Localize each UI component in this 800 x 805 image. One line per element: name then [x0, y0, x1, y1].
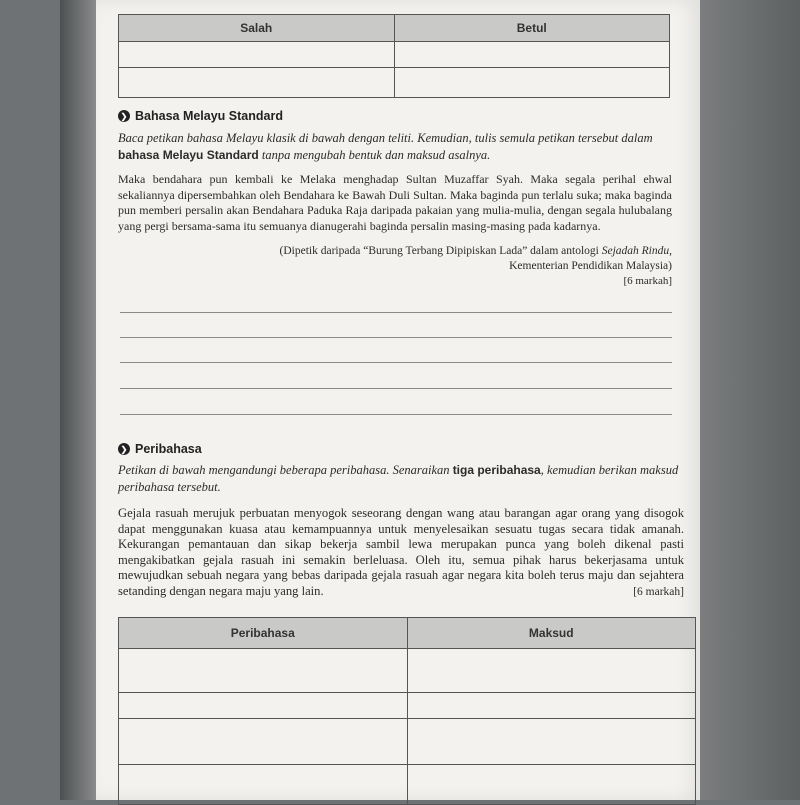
table-row — [119, 42, 670, 68]
answer-line[interactable] — [120, 312, 672, 313]
table-row — [119, 68, 670, 98]
instruction-text: Baca petikan bahasa Melayu klasik di bawah dengan teliti. Kemudian, tulis semula petikan tersebut dalam — [118, 131, 653, 145]
book-spine-shadow — [60, 0, 96, 800]
instruction-text: tanpa mengubah bentuk dan maksud asalnya. — [258, 148, 491, 162]
classical-passage: Maka bendahara pun kembali ke Melaka menghadap Sultan Muzaffar Syah. Maka segala perihal ehwal sekaliannya dipersembahkan oleh Bendahara ke Bawah Duli Sultan. Maka baginda pun terlalu suka; maka baginda pun memberi persalin akan Bendahara Paduka Raja daripada pakaian yang mulia-mulia, dengan segala hulubalang yang pergi bersama-sama itu semuanya dianugerahi baginda persalin masing-masing pada kadarnya. — [118, 172, 672, 233]
marks-label-peribahasa: [6 markah] — [633, 586, 684, 598]
peribahasa-heading — [118, 442, 202, 456]
table-row — [119, 693, 696, 719]
table-row — [119, 719, 696, 765]
peribahasa-answer-cell[interactable] — [119, 649, 408, 693]
table-header-row — [119, 618, 696, 649]
instruction-emphasis: bahasa Melayu Standard — [118, 148, 259, 162]
bahasa-standard-heading — [118, 109, 283, 123]
instruction-text: , kemudian berikan maksud peribahasa tersebut. — [118, 463, 679, 494]
peribahasa-table — [118, 617, 696, 805]
answer-line[interactable] — [120, 337, 672, 338]
table-header-row — [119, 15, 670, 42]
source-prefix: (Dipetik daripada “Burung Terbang Dipipiskan Lada” dalam antologi — [279, 245, 602, 257]
answer-cell-betul[interactable] — [394, 42, 670, 68]
answer-cell-salah[interactable] — [119, 42, 395, 68]
answer-cell-betul[interactable] — [394, 68, 670, 98]
salah-header: Salah — [119, 15, 395, 42]
peribahasa-answer-cell[interactable] — [119, 765, 408, 805]
answer-cell-salah[interactable] — [119, 68, 395, 98]
maksud-answer-cell[interactable] — [407, 765, 696, 805]
peribahasa-header: Peribahasa — [119, 618, 408, 649]
maksud-header: Maksud — [407, 618, 696, 649]
bahasa-standard-title: Bahasa Melayu Standard — [135, 109, 283, 123]
source-suffix: , — [669, 245, 672, 257]
table-row — [119, 649, 696, 693]
maksud-answer-cell[interactable] — [407, 719, 696, 765]
peribahasa-answer-cell[interactable] — [119, 719, 408, 765]
betul-header: Betul — [394, 15, 670, 42]
instruction-emphasis: tiga peribahasa — [452, 463, 541, 477]
maksud-answer-cell[interactable] — [407, 649, 696, 693]
source-book-title: Sejadah Rindu — [601, 245, 670, 257]
marks-label-bahasa: [6 markah] — [623, 275, 672, 287]
passage-source — [118, 244, 672, 274]
peribahasa-title: Peribahasa — [135, 442, 202, 456]
salah-betul-table — [118, 14, 670, 98]
table-row — [119, 765, 696, 805]
answer-line[interactable] — [120, 388, 672, 389]
instruction-text: Petikan di bawah mengandungi beberapa peribahasa. Senaraikan — [118, 463, 453, 477]
peribahasa-passage: Gejala rasuah merujuk perbuatan menyogok seseorang dengan wang atau barangan agar orang yang disogok dapat menggunakan kuasa atau kemampuannya untuk menyelesaikan sesuatu tugas secara tidak amanah. Kekurangan pemantauan dan sikap bekerja sambil lewa merupakan punca yang boleh dikenal pasti mengakibatkan gejala rasuah ini semakin berleluasa. Oleh itu, semua pihak harus bekerjasama untuk mewujudkan sebuah negara yang bebas daripada gejala rasuah agar negara kita boleh terus maju dan sejahtera setanding dengan negara maju yang lain. — [118, 506, 684, 598]
peribahasa-instruction — [118, 462, 684, 496]
answer-line[interactable] — [120, 414, 672, 415]
maksud-answer-cell[interactable] — [407, 693, 696, 719]
answer-line[interactable] — [120, 362, 672, 363]
chevron-right-icon: ❯ — [118, 110, 130, 122]
source-publisher: Kementerian Pendidikan Malaysia) — [509, 260, 672, 272]
background-surface — [700, 0, 800, 800]
peribahasa-answer-cell[interactable] — [119, 693, 408, 719]
bahasa-instruction — [118, 130, 674, 164]
chevron-right-icon: ❯ — [118, 443, 130, 455]
